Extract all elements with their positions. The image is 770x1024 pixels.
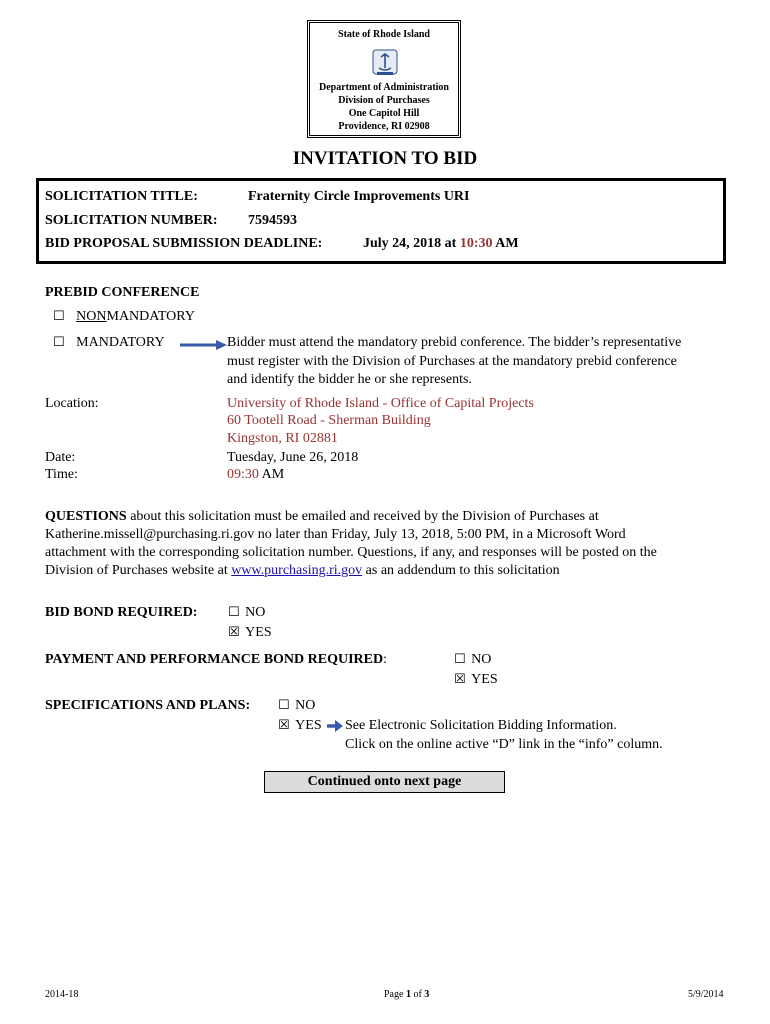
- payment-bond-no-option[interactable]: [454, 652, 491, 668]
- specs-note-line1: See Electronic Solicitation Bidding Information.: [345, 718, 617, 733]
- nonmandatory-suffix: MANDATORY: [106, 309, 195, 324]
- specs-yes-option[interactable]: [278, 718, 322, 734]
- dept-name: Department of Administration: [319, 82, 449, 93]
- payment-bond-no-label: NO: [471, 652, 492, 667]
- division-name: Division of Purchases: [338, 95, 430, 106]
- time-ampm: AM: [261, 467, 285, 482]
- specs-no-label: NO: [295, 698, 316, 713]
- mandatory-note-line3: and identify the bidder he or she represents.: [227, 372, 472, 387]
- payment-bond-yes-label: YES: [471, 672, 498, 687]
- bid-bond-label: BID BOND REQUIRED:: [45, 605, 198, 620]
- time-number: 09:30: [227, 467, 259, 482]
- checkbox-checked-icon[interactable]: ☒: [454, 672, 466, 687]
- questions-text4-post: as an addendum to this solicitation: [362, 563, 560, 578]
- continued-banner: Continued onto next page: [264, 771, 505, 793]
- mandatory-option[interactable]: [53, 335, 165, 351]
- footer-page-pre: Page: [384, 989, 406, 1000]
- time-value: [227, 467, 284, 483]
- checkbox-empty-icon[interactable]: ☐: [53, 309, 65, 324]
- questions-line4: [45, 563, 560, 579]
- deadline-ampm: AM: [495, 236, 519, 251]
- deadline-date: July 24, 2018 at: [363, 236, 457, 251]
- solicitation-title-label: SOLICITATION TITLE:: [45, 189, 198, 204]
- mandatory-note-line1: Bidder must attend the mandatory prebid conference. The bidder’s representative: [227, 335, 682, 350]
- page-title: INVITATION TO BID: [292, 148, 478, 169]
- deadline-time: 10:30: [459, 236, 493, 251]
- payment-bond-label: [45, 652, 387, 668]
- specs-yes-label: YES: [295, 718, 322, 733]
- questions-line2: Katherine.missell@purchasing.ri.gov no later than Friday, July 13, 2018, 5:00 PM, in a Microsoft Word: [45, 527, 626, 542]
- payment-bond-colon: :: [383, 652, 387, 667]
- checkbox-empty-icon[interactable]: ☐: [278, 698, 290, 713]
- footer-date: 5/9/2014: [688, 989, 724, 1000]
- bid-bond-yes-label: YES: [245, 625, 272, 640]
- date-value: Tuesday, June 26, 2018: [227, 450, 359, 465]
- arrow-right-icon: [180, 339, 228, 351]
- time-label: Time:: [45, 467, 78, 482]
- location-line2: 60 Tootell Road - Sherman Building: [227, 413, 431, 428]
- questions-bold: QUESTIONS: [45, 509, 127, 524]
- bid-bond-no-label: NO: [245, 605, 266, 620]
- specs-label: SPECIFICATIONS AND PLANS:: [45, 698, 251, 713]
- state-seal-icon: [370, 48, 400, 78]
- street-address: One Capitol Hill: [348, 108, 420, 119]
- checkbox-empty-icon[interactable]: ☐: [454, 652, 466, 667]
- bid-bond-no-option[interactable]: [228, 605, 265, 621]
- nonmandatory-option[interactable]: [53, 309, 195, 325]
- deadline-value: [363, 236, 519, 252]
- city-address: Providence, RI 02908: [338, 121, 430, 132]
- footer-page-of: of: [410, 989, 425, 1000]
- location-label: Location:: [45, 396, 99, 411]
- footer-page-total: 3: [424, 989, 430, 1000]
- footer-page-current: 1: [405, 989, 411, 1000]
- purchasing-website-link[interactable]: www.purchasing.ri.gov: [231, 563, 363, 578]
- payment-bond-label-text: PAYMENT AND PERFORMANCE BOND REQUIRED: [45, 652, 384, 667]
- payment-bond-yes-option[interactable]: [454, 672, 498, 688]
- checkbox-checked-icon[interactable]: ☒: [228, 625, 240, 640]
- footer-page-number: [384, 989, 429, 1000]
- solicitation-number-label: SOLICITATION NUMBER:: [45, 213, 218, 228]
- checkbox-checked-icon[interactable]: ☒: [278, 718, 290, 733]
- deadline-label: BID PROPOSAL SUBMISSION DEADLINE:: [45, 236, 323, 251]
- arrow-right-icon: [327, 720, 344, 732]
- letterhead-box: [307, 20, 461, 138]
- solicitation-title-value: Fraternity Circle Improvements URI: [248, 189, 470, 204]
- questions-text1: about this solicitation must be emailed and received by the Division of Purchases at: [126, 509, 599, 524]
- mandatory-label: MANDATORY: [76, 335, 165, 350]
- location-line3: Kingston, RI 02881: [227, 431, 338, 446]
- solicitation-number-value: 7594593: [248, 213, 297, 228]
- specs-note-line2: Click on the online active “D” link in the “info” column.: [345, 737, 663, 752]
- footer-form-number: 2014-18: [45, 989, 79, 1000]
- mandatory-note-line2: must register with the Division of Purchases at the mandatory prebid conference: [227, 354, 677, 369]
- questions-line1: [45, 509, 599, 525]
- date-label: Date:: [45, 450, 76, 465]
- nonmandatory-prefix: NON: [76, 309, 107, 324]
- questions-text4-pre: Division of Purchases website at: [45, 563, 232, 578]
- specs-no-option[interactable]: [278, 698, 315, 714]
- checkbox-empty-icon[interactable]: ☐: [53, 335, 65, 350]
- bid-bond-yes-option[interactable]: [228, 625, 272, 641]
- questions-line3: attachment with the corresponding solicitation number. Questions, if any, and responses will be posted on the: [45, 545, 657, 560]
- prebid-heading: PREBID CONFERENCE: [45, 285, 200, 300]
- state-name: State of Rhode Island: [338, 29, 430, 40]
- location-line1: University of Rhode Island - Office of Capital Projects: [227, 396, 534, 411]
- checkbox-empty-icon[interactable]: ☐: [228, 605, 240, 620]
